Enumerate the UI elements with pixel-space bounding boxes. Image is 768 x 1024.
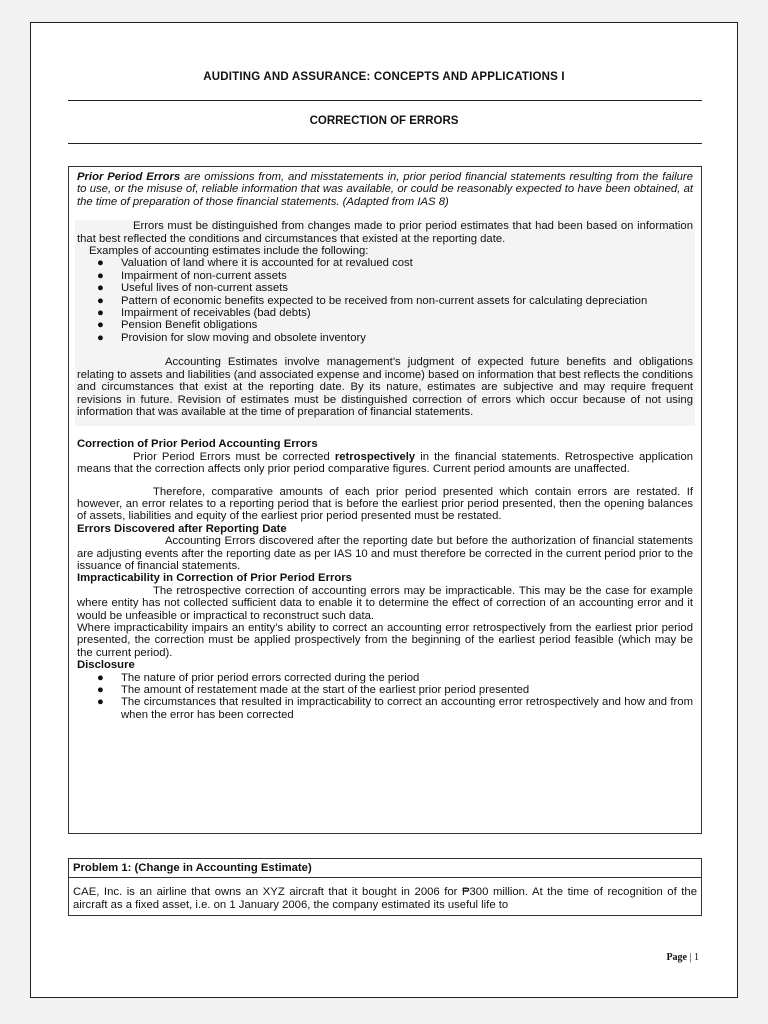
correction-paragraph-1: Prior Period Errors must be corrected retrospectively in the financial statements. Retrospective application means that the correction affects only prior period comparative figures. Current period amounts are unaffected. xyxy=(77,450,694,476)
problem-box xyxy=(68,858,702,916)
course-title: AUDITING AND ASSURANCE: CONCEPTS AND APPLICATIONS I xyxy=(203,71,565,83)
section-title: CORRECTION OF ERRORS xyxy=(309,115,459,127)
definition-term: Prior Period Errors xyxy=(77,171,181,183)
after-reporting-paragraph: Accounting Errors discovered after the reporting date but before the authorization of financial statements are adjusting events after the reporting date as per IAS 10 and must therefore be corrected in the current period prior to the issuance of financial statements. xyxy=(77,535,693,572)
estimates-intro: Errors must be distinguished from changes made to prior period estimates that had been based on information that best reflected the conditions and circumstances that existed at the reporting date. xyxy=(77,220,693,245)
list-item: ● Provision for slow moving and obsolete inventory xyxy=(97,331,366,344)
impracticability-paragraph-1: The retrospective correction of accounting errors may be impracticable. This may be the case for example where entity has not collected sufficient data to enable it to determine the effect of correction of an accounting error and it would be unfeasible or impractical to reconstruct such data. xyxy=(77,584,693,622)
list-item: ● The circumstances that resulted in impracticability to correct an accounting error retrospectively and how and from when the error has been corrected xyxy=(97,696,693,721)
bullet-icon: ● xyxy=(97,307,104,320)
list-item: ● Useful lives of non-current assets xyxy=(97,282,289,295)
bullet-icon: ● xyxy=(97,331,104,344)
document-page xyxy=(30,22,738,998)
impracticability-paragraph-2: Where impracticability impairs an entity’s ability to correct an accounting error retrospectively from the earliest prior period presented, the correction must be applied prospectively from the beginning of the earliest period feasible (which may be the current period). xyxy=(77,622,693,659)
section-divider xyxy=(68,143,702,144)
bullet-icon: ● xyxy=(97,684,104,697)
page-number-footer: Page | 1 xyxy=(666,952,699,963)
page-label: Page xyxy=(666,952,687,963)
correction-paragraph-2: Therefore, comparative amounts of each prior period presented which contain errors are restated. If however, an error relates to a reporting period that is before the earliest prior period presented, then the opening balances of assets, liabilities and equity of the earliest prior period presented must be restated. xyxy=(77,485,693,523)
impracticability-heading: Impracticability in Correction of Prior Period Errors xyxy=(77,572,352,585)
list-item: ● Pattern of economic benefits expected to be received from non-current assets for calculating depreciation xyxy=(97,294,648,307)
list-item: ● The nature of prior period errors corrected during the period xyxy=(97,671,420,684)
definition-text: are omissions from, and misstatements in, prior period financial statements resulting from the failure to use, or the misuse of, reliable information that was available, or could be reasonably expected to have been obtained, at the time of preparation of those financial statements. (Adapted from IAS 8) xyxy=(77,171,693,208)
problem-text: CAE, Inc. is an airline that owns an XYZ aircraft that it bought in 2006 for ₱300 million. At the time of recognition of the aircraft as a fixed asset, i.e. on 1 January 2006, the company estimated its useful life to xyxy=(73,886,697,911)
list-item: ● Impairment of receivables (bad debts) xyxy=(97,307,311,320)
after-reporting-heading: Errors Discovered after Reporting Date xyxy=(77,522,287,535)
bullet-icon: ● xyxy=(97,696,104,709)
bullet-icon: ● xyxy=(97,269,104,282)
definition-paragraph xyxy=(77,171,693,208)
list-item: ● Impairment of non-current assets xyxy=(97,269,287,282)
content-box xyxy=(68,166,702,834)
disclosure-heading: Disclosure xyxy=(77,659,135,672)
list-item: ● Valuation of land where it is accounted for at revalued cost xyxy=(97,257,413,270)
bullet-icon: ● xyxy=(97,282,104,295)
examples-label: Examples of accounting estimates include the following: xyxy=(89,245,369,258)
bullet-icon: ● xyxy=(97,257,104,270)
estimates-explanation: Accounting Estimates involve management’s judgment of expected future benefits and obligations relating to assets and liabilities (and associated expense and income) based on information that best reflects the conditions and circumstances that exist at the reporting date. By its nature, estimates are subjective and may require frequent revisions in future. Revision of estimates must be distinguished correction of errors which occur because of not using information that was available at the time of preparation of financial statements. xyxy=(77,356,693,418)
bullet-icon: ● xyxy=(97,319,104,332)
problem-title: Problem 1: (Change in Accounting Estimate) xyxy=(69,862,701,878)
disclosure-list xyxy=(77,672,693,722)
list-item: ● The amount of restatement made at the start of the earliest prior period presented xyxy=(97,684,530,697)
header-divider xyxy=(68,100,702,101)
bullet-icon: ● xyxy=(97,294,104,307)
estimates-shaded-block xyxy=(75,220,695,426)
list-item: ● Pension Benefit obligations xyxy=(97,319,258,332)
examples-list xyxy=(77,257,693,344)
box-corner-right xyxy=(695,166,702,173)
correction-heading: Correction of Prior Period Accounting Errors xyxy=(77,438,318,451)
bullet-icon: ● xyxy=(97,671,104,684)
page-number: 1 xyxy=(694,952,699,963)
box-corner-left xyxy=(68,166,75,173)
